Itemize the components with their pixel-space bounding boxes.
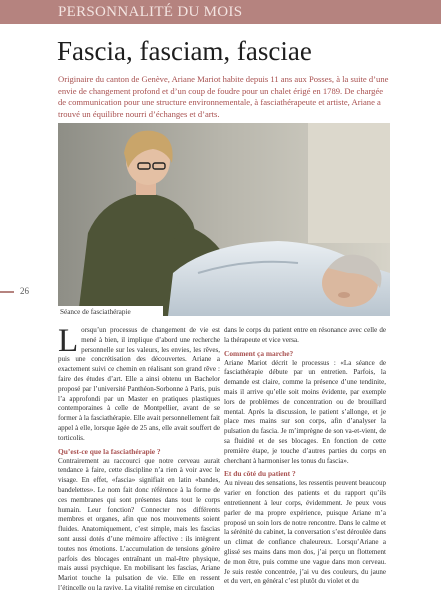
column-right-body bbox=[224, 326, 386, 587]
subheading: Comment ça marche? bbox=[224, 348, 294, 358]
article-column-right bbox=[224, 326, 386, 587]
article-column-left bbox=[58, 323, 220, 592]
paragraph-text: orsqu’un processus de changement de vie est mené à bien, il implique d’abord une recherche personnelle sur les valeurs, les envies, les rêves, puis une concrétisation des découvertes. Ariane a exactement suivi ce chemin en réalisant son grand rêve : faire des études d’art. Elle a ainsi obtenu un Bachelor proposé par l’université Panthéon-Sorbonne à Paris, puis l’a approfondi par un Master en pratiques plastiques contemporaines à celle de Montpellier, avant de se former à la fasciathérapie. Elle avait personnellement fait appel à elle, lorsque âgée de 25 ans, elle avait souffert de torticolis. bbox=[58, 326, 220, 442]
paragraph: Au niveau des sensations, les ressentis peuvent beaucoup varier en fonction des patients et du rapport qu’ils entretiennent à leur corps, évidemment. Je peux vous parler de ma propre expérience, puisque Ariane m’a proposé un soin lors de notre rencontre. Dans le calme et la sérénité du cabinet, la conversation s’est déroulée dans un climat de confiance chaleureux. Lorsqu’Ariane a glissé ses mains dans mon dos, j’ai perçu un flottement de mon être, puis comme une vague dans mon cerveau. Je suis restée concentrée, j’ai vu des couleurs, du jaune et du vert, en général c’est plutôt du violet et du bbox=[224, 479, 386, 586]
article-photo bbox=[58, 123, 390, 316]
section-label: PERSONNALITÉ DU MOIS bbox=[58, 4, 243, 20]
photo-caption: Séance de fasciathérapie bbox=[60, 308, 131, 316]
paragraph bbox=[58, 323, 220, 444]
paragraph: Contrairement au raccourci que notre cerveau aurait tendance à faire, cette discipline n’a rien à voir avec le visage. En effet, «fascia» signifiait en latin «bandes, bandelettes». Le nom fait donc référence à la forme de ces membranes qui sont présentes dans tout le corps humain. Leur fonction? Connecter nos différents membres et organes, afin que nos mouvements soient fluides. Anatomiquement, c’est simple, mais les fascias sont aussi dotés d’une mémoire affective : ils intègrent toutes nos émotions. L’accumulation de tensions génère parfois des blocages entraînant un mal-être physique, mais aussi psychique. En mobilisant les fascias, Ariane Mariot touche la pulsation de vie. Elle en ressent l’étincelle ou la ravive. La vitalité remise en circulation bbox=[58, 456, 220, 592]
subheading: Qu’est-ce que la fasciathérapie ? bbox=[58, 446, 161, 456]
article-lead: Originaire du canton de Genève, Ariane Mariot habite depuis 11 ans aux Posses, à la suite d’une envie de changement profond et d’un coup de foudre pour un chalet érigé en 1789. De chargée de communication pour une structure environnementale, à fasciathérapeute et artiste, Ariane a trouvé un équilibre nourri d’échanges et d’arts. bbox=[58, 74, 389, 119]
page-number-rule bbox=[0, 291, 14, 293]
paragraph: Ariane Mariot décrit le processus : «La séance de fasciathérapie débute par un entretien. Parfois, la demande est claire, comme la présence d’une tendinite, mais il arrive qu’elle soit moins évidente, par exemple lors de problèmes de concentration ou de brouillard mental. Après la discussion, le patient s’allonge, et je place mes mains sur son corps, afin d’analyser la pulsation du fascia. Je m’imprègne de son va-et-vient, de sa fluidité et de ses blocages. En fonction de cette première étape, je touche d’autres parties du corps en cherchant à harmoniser les tonus du fascia». bbox=[224, 358, 386, 465]
column-left-body bbox=[58, 323, 220, 592]
article-title: Fascia, fasciam, fasciae bbox=[57, 36, 312, 66]
page-number: 26 bbox=[20, 286, 29, 296]
drop-cap: L bbox=[58, 323, 79, 359]
paragraph: dans le corps du patient entre en résonance avec celle de la thérapeute et vice versa. bbox=[224, 326, 386, 344]
subheading: Et du côté du patient ? bbox=[224, 469, 296, 479]
